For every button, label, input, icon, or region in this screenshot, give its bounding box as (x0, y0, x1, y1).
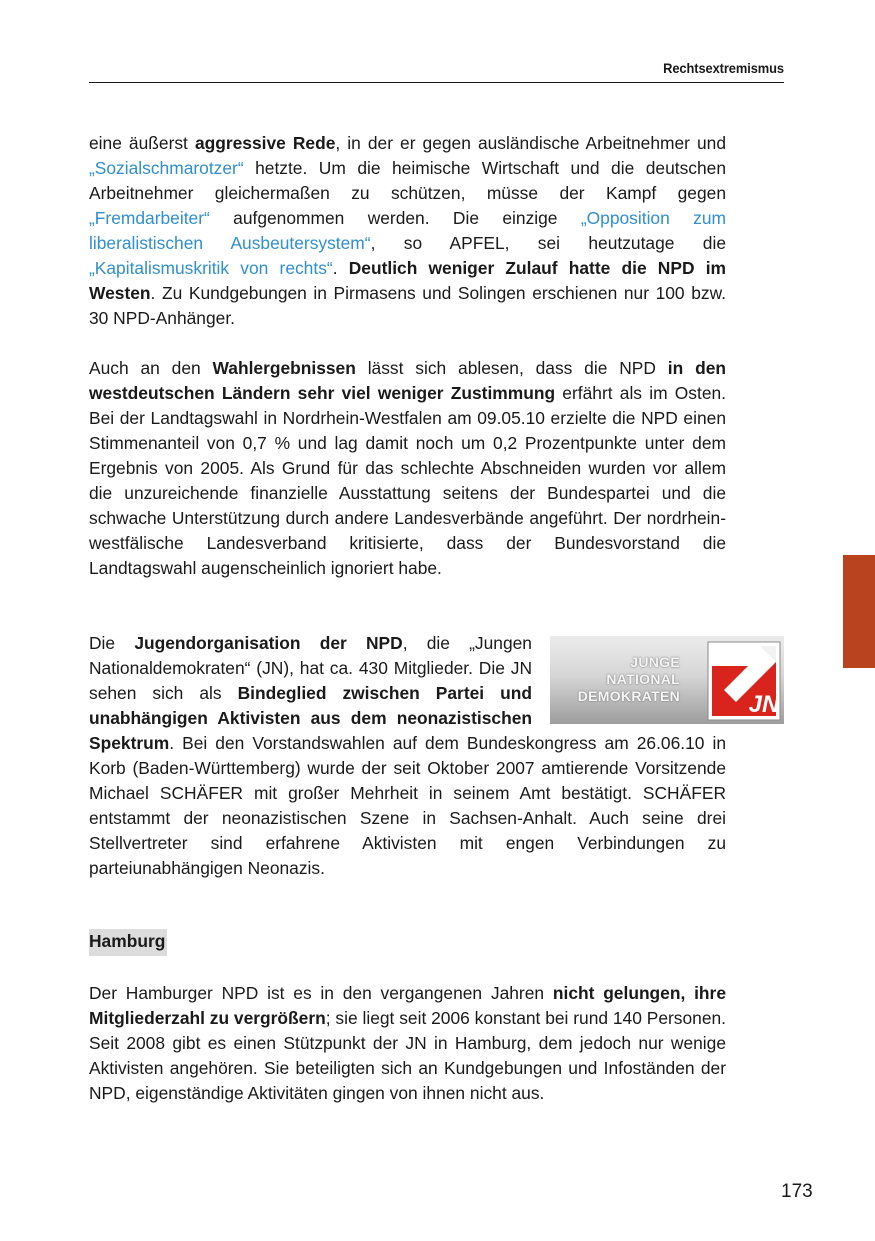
quote-run: „Opposition zum liberalistischen Ausbeutersystem“ (89, 208, 726, 253)
text-run: . Bei den Vorstandswahlen auf dem Bundeskongress am 26.06.10 in Korb (Baden-Württemberg) wurde der seit Oktober 2007 amtierende Vorsitzende Michael SCHÄFER mit großer Mehrheit in seinem Amt bestätigt. SCHÄFER entstammt der neonazistischen Szene in Sachsen-Anhalt. Auch seine drei Stellvertreter sind erfahrene Aktivisten mit engen Verbindungen zu parteiunabhängigen Neonazis. (89, 733, 726, 878)
paragraph-1 (89, 131, 726, 331)
logo-line-1: JUNGE (630, 654, 680, 670)
quote-run: „Fremdarbeiter“ (89, 208, 210, 228)
text-run: . (332, 258, 349, 278)
bold-run: Bindeglied zwischen Partei und unabhängigen Aktivisten aus dem neonazistischen Spektrum (89, 683, 532, 753)
text-run: aufgenommen werden. Die einzige (209, 208, 581, 228)
jn-logo-image (550, 636, 784, 724)
text-run: ; sie liegt seit 2006 konstant bei rund 140 Personen. Seit 2008 gibt es einen Stützpunkt der JN in Hamburg, dem jedoch nur wenige Aktivisten angehören. Sie beteiligten sich an Kundgebungen und Infoständen der NPD, eigenständige Aktivitäten gingen von ihnen nicht aus. (89, 1008, 726, 1103)
paragraph-4 (89, 981, 726, 1106)
bold-run: nicht gelungen, ihre Mitgliederzahl zu vergrößern (89, 983, 726, 1028)
bold-run: in den westdeutschen Ländern sehr viel weniger Zustimmung (89, 358, 726, 403)
text-run: eine äußerst (89, 133, 195, 153)
text-run: . Zu Kundgebungen in Pirmasens und Solingen erschienen nur 100 bzw. 30 NPD-Anhänger. (89, 283, 726, 328)
bold-run: Jugendorganisation der NPD (134, 633, 403, 653)
text-run: lässt sich ablesen, dass die NPD (355, 358, 668, 378)
section-heading: Hamburg (89, 929, 167, 956)
text-run: Auch an den (89, 358, 213, 378)
logo-line-2: NATIONAL (606, 671, 680, 687)
bold-run: aggressive Rede (194, 133, 336, 153)
text-run: , so APFEL, sei heutzutage die (370, 233, 726, 253)
text-run: Der Hamburger NPD ist es in den vergangenen Jahren (89, 983, 553, 1003)
text-run: , in der er gegen ausländische Arbeitnehmer und (335, 133, 727, 153)
text-run: erfährt als im Osten. Bei der Landtagswahl in Nordrhein-Westfalen am 09.05.10 erzielte die NPD einen Stimmenanteil von 0,7 % und lag damit noch um 0,2 Prozentpunkte unter dem Ergebnis von 2005. Als Grund für das schlechte Abschneiden wurden vor allem die unzureichende finanzielle Ausstattung seitens der Bundespartei und die schwache Unterstützung durch andere Landesverbände angeführt. Der nordrhein-westfälische Landesverband kritisierte, dass der Bundesvorstand die Landtagswahl augenscheinlich ignoriert habe. (89, 383, 727, 578)
text-run: , die „Jungen Nationaldemokraten“ (JN), hat ca. 430 Mitglieder. Die JN sehen sich als (89, 633, 532, 703)
bold-run: Deutlich weniger Zulauf hatte die NPD im Westen (89, 258, 726, 303)
quote-run: „Kapitalismuskritik von rechts“ (89, 258, 333, 278)
logo-wordmark (560, 654, 680, 705)
page-number: 173 (781, 1181, 813, 1202)
header-rule (89, 82, 784, 83)
logo-line-3: DEMOKRATEN (577, 688, 680, 704)
running-header: Rechtsextremismus (663, 60, 784, 76)
jn-arrow-emblem-icon (702, 636, 784, 724)
text-run: hetzte. Um die heimische Wirtschaft und die deutschen Arbeitnehmer gleichermaßen zu schützen, müsse der Kampf gegen (89, 158, 726, 203)
paragraph-3 (89, 631, 780, 881)
chapter-tab-marker (843, 555, 875, 668)
bold-run: Wahlergebnissen (212, 358, 356, 378)
text-run: Die (89, 633, 135, 653)
logo-mark-text: JN (748, 691, 780, 718)
quote-run: „Sozialschmarotzer“ (89, 158, 244, 178)
paragraph-2 (89, 356, 726, 581)
